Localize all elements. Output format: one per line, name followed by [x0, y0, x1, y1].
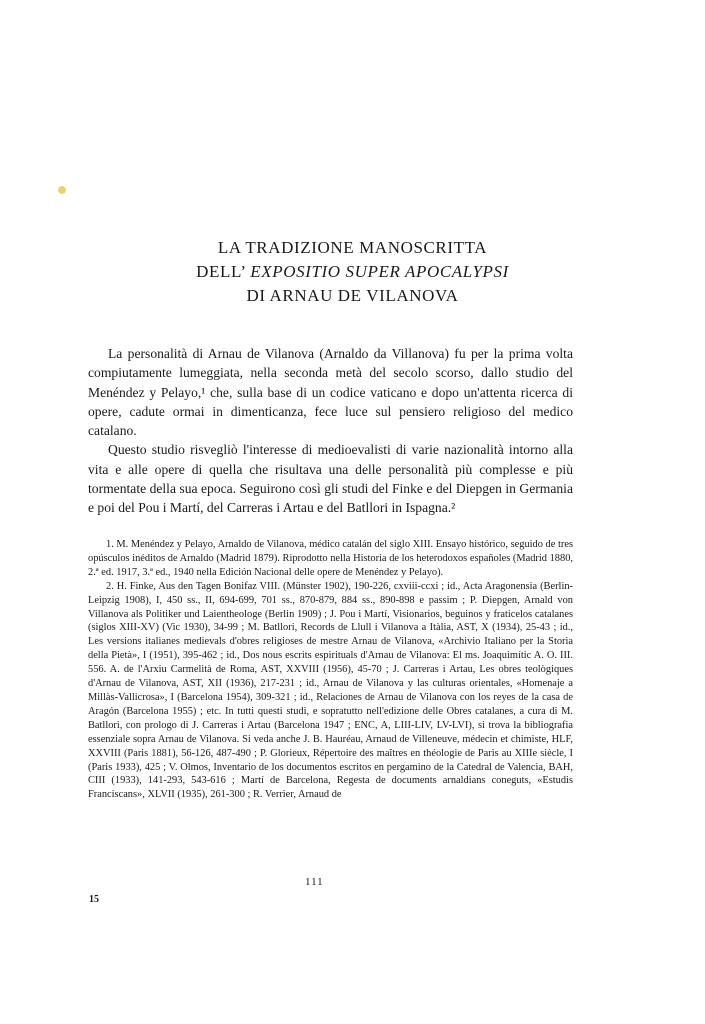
footnotes [88, 538, 573, 802]
article-title [60, 236, 645, 308]
footnote-2: 2. H. Finke, Aus den Tagen Bonifaz VIII. (Münster 1902), 190-226, cxviii-ccxi ; id., Acta Aragonensia (Berlin-Leipzig 1908), I, 450 ss., II, 694-699, 701 ss., 870-879, 884 ss., 890-898 e passim ; P. Diepgen, Arnald von Villanova als Politiker und Laientheologe (Berlin 1909) ; J. Pou i Martí, Visionarios, beguinos y fraticelos catalanes (siglos XIII-XV) (Vic 1930), 34-99 ; M. Batllori, Records de Llull i Vilanova a Itàlia, AST, X (1934), 25-43 ; id., Les versions italianes medievals d'obres religioses de mestre Arnau de Vilanova, «Archivio Italiano per la Storia della Pietà», I (1951), 395-462 ; id., Dos nous escrits espirituals d'Arnau de Vilanova: El ms. Joaquimític A. O. III. 556. A. de l'Arxiu Carmelità de Roma, AST, XXVIII (1956), 45-70 ; J. Carreras i Artau, Les obres teològiques d'Arnau de Vilanova, AST, XII (1936), 217-231 ; id., Arnau de Vilanova y las culturas orientales, «Homenaje a Millàs-Vallicrosa», I (Barcelona 1954), 309-321 ; id., Relaciones de Arnau de Vilanova con los reyes de la casa de Aragón (Barcelona 1955) ; etc. In tutti questi studi, e sopratutto nell'edizione delle Obres catalanes, a cura di M. Batllori, con prologo di J. Carreras i Artau (Barcelona 1947 ; ENC, A, LIII-LIV, LV-LVI), si trova la bibliografia essenziale sopra Arnau de Vilanova. Si veda anche J. B. Hauréau, Arnaud de Villeneuve, médecin et chimiste, HLF, XXVIII (Paris 1881), 56-126, 487-490 ; P. Glorieux, Répertoire des maîtres en théologie de Paris au XIIIe siècle, I (Paris 1933), 425 ; V. Olmos, Inventario de los documentos escritos en pergamino de la Catedral de Valencia, BAH, CIII (1933), 141-293, 543-616 ; Martí de Barcelona, Regesta de documents arnaldians coneguts, «Estudis Franciscans», XLVII (1935), 261-300 ; R. Verrier, Arnaud de [88, 580, 573, 801]
body-text [88, 344, 573, 518]
title-line-2 [60, 260, 645, 284]
title-line-1: LA TRADIZIONE MANOSCRITTA [217, 238, 488, 257]
title-line-3: DI ARNAU DE VILANOVA [246, 286, 459, 305]
page-number: 111 [305, 876, 324, 888]
title-line-2-prefix: DELL’ [196, 262, 251, 281]
body-paragraph-2: Questo studio risvegliò l'interesse di medioevalisti di varie nazionalità intorno alla vita e alle opere di quella che risultava una delle personalità più complesse e più tormentate della sua epoca. Seguirono così gli studi del Finke e del Diepgen in Germania e poi del Pou i Martí, del Carreras i Artau e del Batllori in Ispagna.² [88, 442, 573, 516]
body-paragraph-1: La personalità di Arnau de Vilanova (Arnaldo da Villanova) fu per la prima volta compiutamente lumeggiata, nella seconda metà del secolo scorso, dallo studio del Menéndez y Pelayo,¹ che, sulla base di un codice vaticano e dopo un'attenta ricerca di opere, cadute ormai in dimenticanza, fece luce sul pensiero religioso del medico catalano. [88, 346, 573, 439]
title-line-2-italic: EXPOSITIO SUPER APOCALYPSI [250, 262, 509, 281]
paper-stain [57, 185, 68, 196]
signature-mark: 15 [89, 894, 99, 905]
footnote-1: 1. M. Menéndez y Pelayo, Arnaldo de Vilanova, médico catalán del siglo XIII. Ensayo histórico, seguido de tres opúsculos inéditos de Arnaldo (Madrid 1879). Riprodotto nella Historia de los heterodoxos españoles (Madrid 1880, 2.ª ed. 1917, 3.ª ed., 1940 nella Edición Nacional delle opere de Menéndez y Pelayo). [88, 539, 573, 578]
